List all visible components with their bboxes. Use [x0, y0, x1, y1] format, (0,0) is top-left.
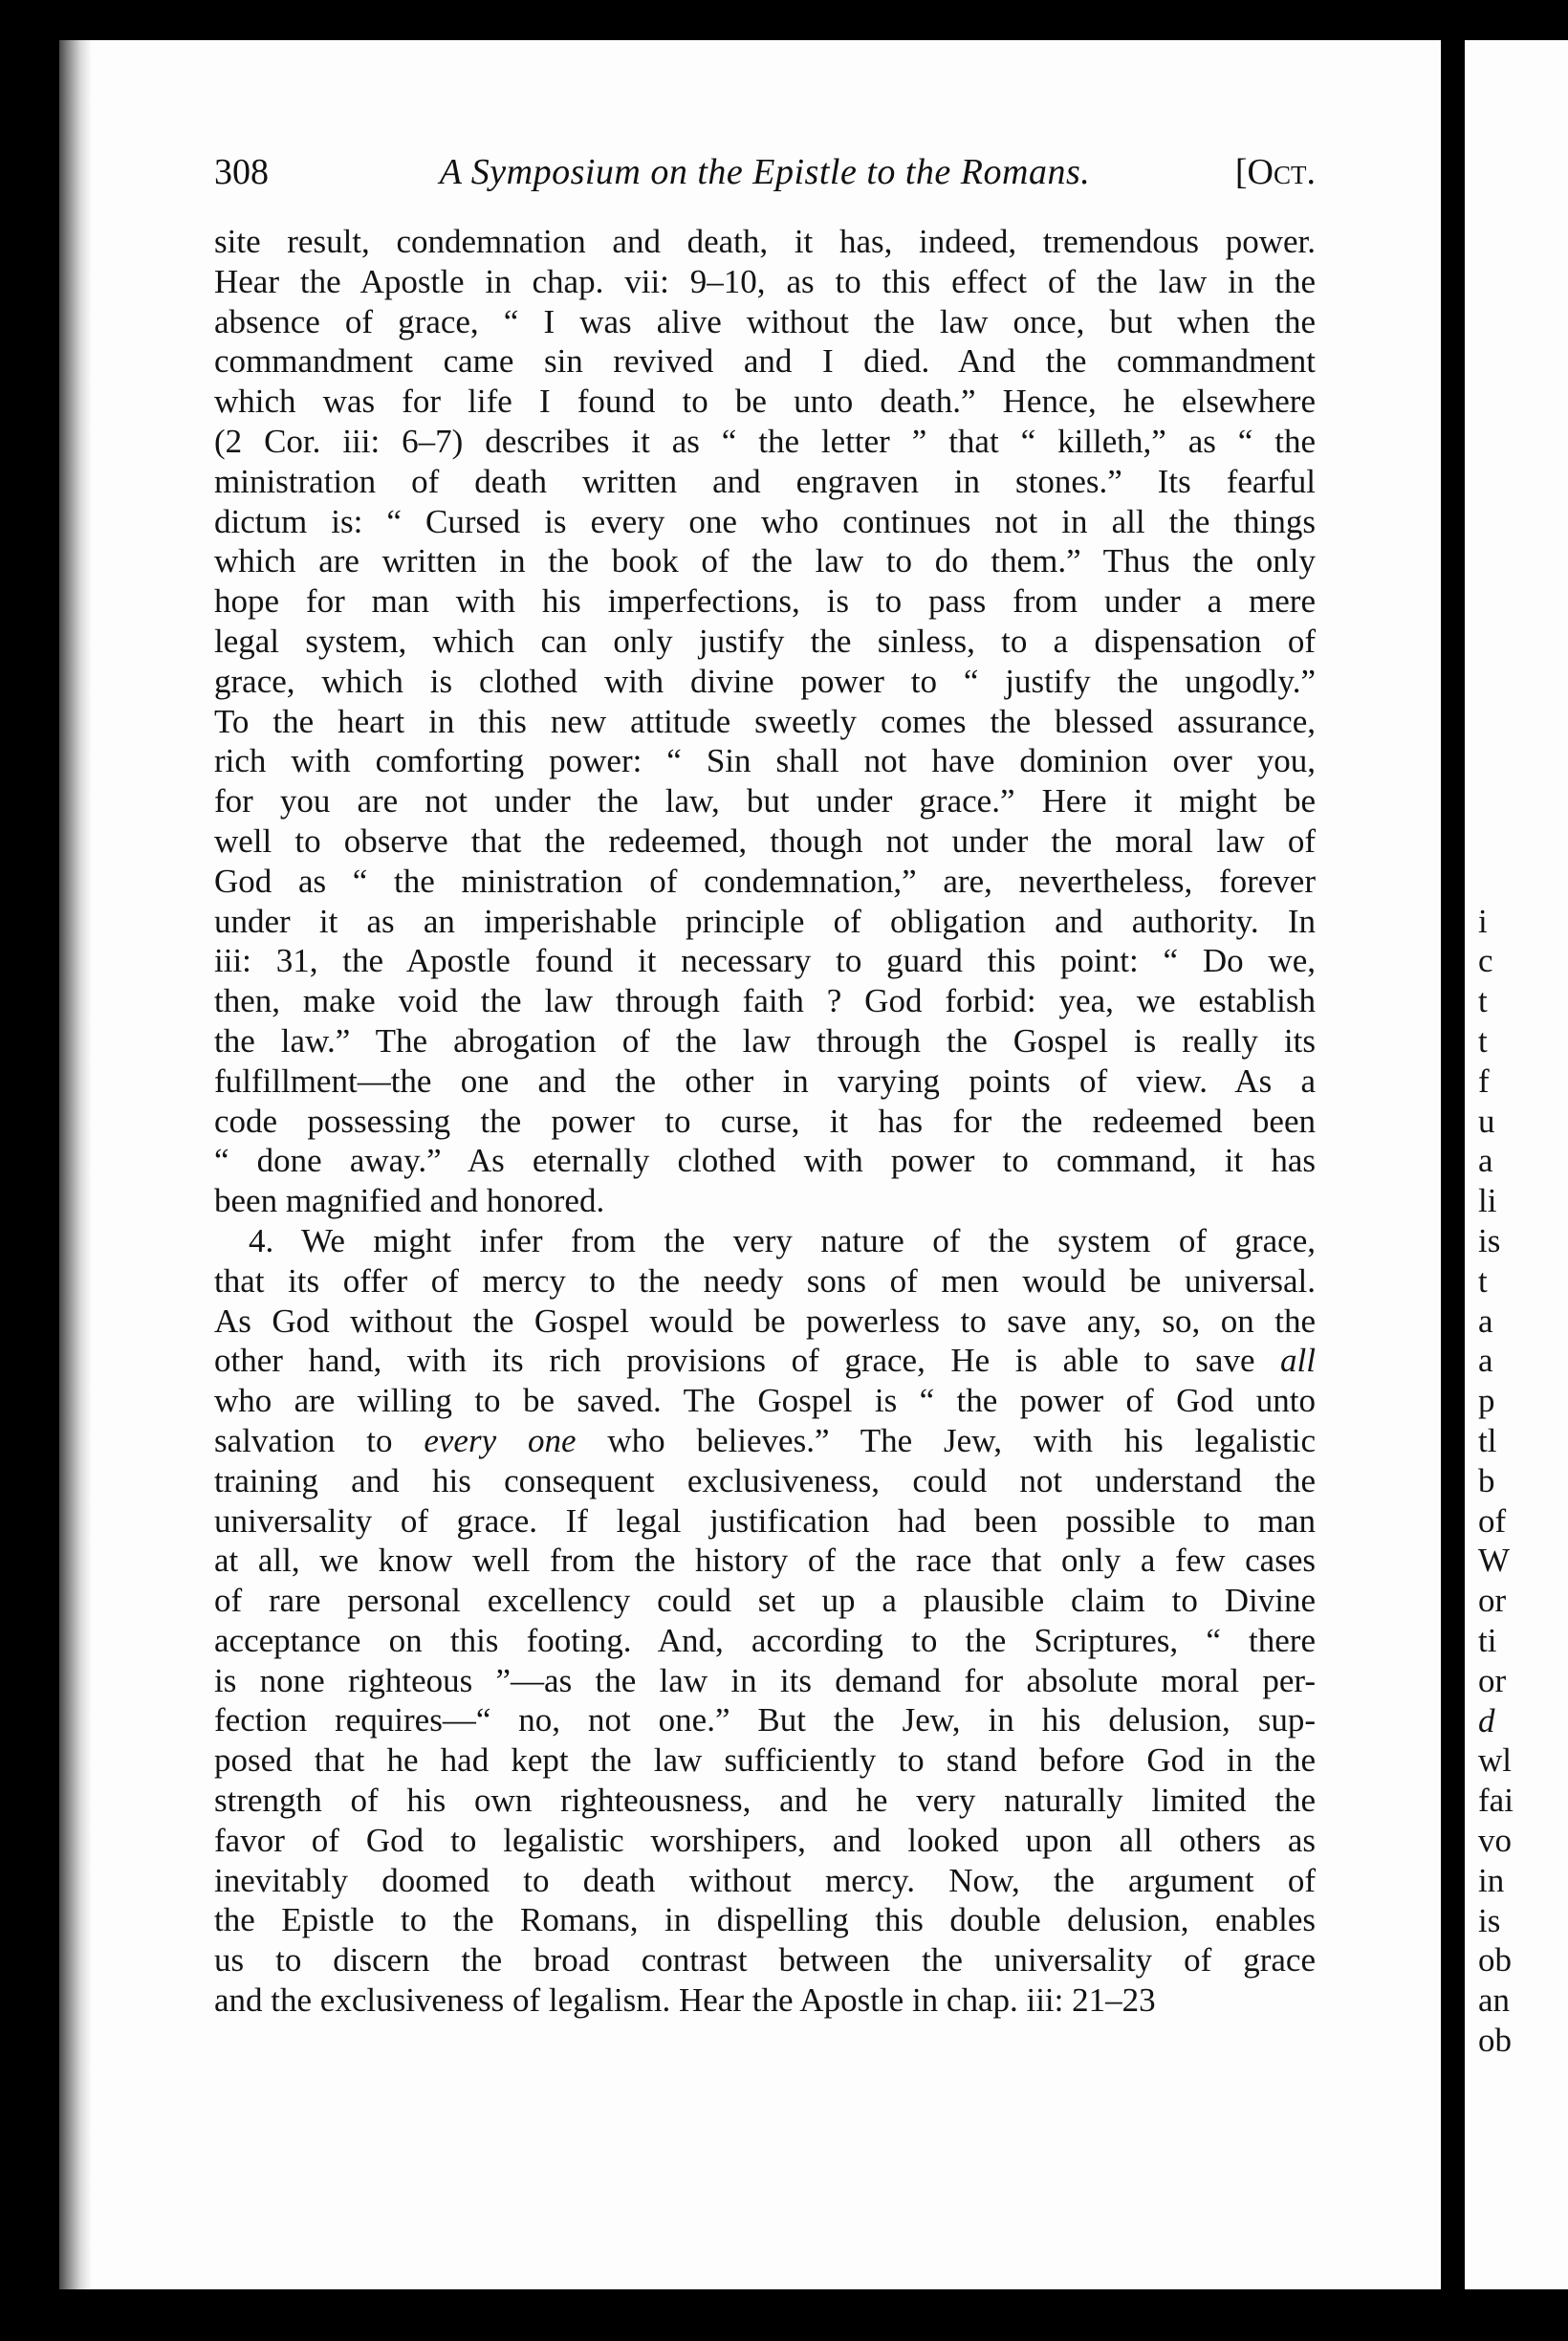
text-line: grace, which is clothed with divine power to “ justify the ungodly.” [214, 662, 1316, 700]
text-line: acceptance on this footing. And, according to the Scriptures, “ there [214, 1621, 1316, 1659]
text-line: of rare personal excellency could set up a plausible claim to Divine [214, 1582, 1316, 1620]
text-line: fection requires—“ no, not one.” But the Jew, in his delusion, sup- [214, 1701, 1316, 1739]
right-page-fragment: of [1478, 1501, 1507, 1540]
text-line: “ done away.” As eternally clothed with power to command, it has [214, 1142, 1316, 1180]
text-line: the Epistle to the Romans, in dispelling this double delusion, enables [214, 1901, 1316, 1939]
text-line: and the exclusiveness of legalism. Hear the Apostle in chap. iii: 21–23 [214, 1981, 1156, 2020]
right-page-fragment: ob [1478, 1941, 1512, 1980]
right-page-fragment: W [1478, 1542, 1511, 1580]
text-line: dictum is: “ Cursed is every one who continues not in all the things [214, 502, 1316, 540]
right-page-fragment: t [1478, 1261, 1488, 1300]
text-line: that its offer of mercy to the needy sons of men would be universal. [214, 1261, 1316, 1300]
right-page-fragment: ti [1478, 1622, 1497, 1659]
text-line: salvation to every one who believes.” The Jew, with his legalistic [214, 1421, 1316, 1459]
right-page-fragment: u [1478, 1102, 1495, 1140]
right-page-fragment: is [1478, 1901, 1501, 1939]
text-line: training and his consequent exclusiveness, could not understand the [214, 1461, 1316, 1499]
text-line: universality of grace. If legal justification had been possible to man [214, 1501, 1316, 1540]
text-line: hope for man with his imperfections, is to pass from under a mere [214, 582, 1316, 621]
right-page-fragment: tl [1478, 1422, 1497, 1459]
text-line: for you are not under the law, but under grace.” Here it might be [214, 782, 1316, 820]
right-page-fragment: i [1478, 902, 1488, 940]
page-gutter-shadow [59, 40, 92, 2289]
text-line: fulfillment—the one and the other in varying points of view. As a [214, 1061, 1316, 1100]
right-page-fragment: is [1478, 1222, 1501, 1259]
right-page-fragment: c [1478, 942, 1493, 980]
right-page-fragment: a [1478, 1342, 1493, 1380]
text-line: God as “ the ministration of condemnation,” are, nevertheless, forever [214, 862, 1316, 900]
body-text [214, 222, 1316, 2021]
text-line: strength of his own righteousness, and he very naturally limited the [214, 1782, 1316, 1820]
text-line: commandment came sin revived and I died. And the commandment [214, 342, 1316, 381]
text-line: is none righteous ”—as the law in its demand for absolute moral per- [214, 1661, 1316, 1699]
text-line: been magnified and honored. [214, 1182, 605, 1220]
text-line: other hand, with its rich provisions of grace, He is able to save all [214, 1342, 1316, 1380]
right-page-fragment: li [1478, 1182, 1497, 1220]
text-line: site result, condemnation and death, it has, indeed, tremendous power. [214, 223, 1316, 260]
text-line: the law.” The abrogation of the law through the Gospel is really its [214, 1021, 1316, 1060]
text-line: legal system, which can only justify the sinless, to a dispensation of [214, 622, 1316, 660]
text-line: iii: 31, the Apostle found it necessary to guard this point: “ Do we, [214, 942, 1316, 980]
text-line: who are willing to be saved. The Gospel is “ the power of God unto [214, 1382, 1316, 1420]
text-line: As God without the Gospel would be powerless to save any, so, on the [214, 1302, 1316, 1340]
right-page-fragment: wl [1478, 1741, 1512, 1780]
text-line: under it as an imperishable principle of obligation and authority. In [214, 902, 1316, 940]
right-page-fragment: f [1478, 1061, 1490, 1100]
right-page-fragment: t [1478, 1022, 1488, 1060]
right-page-fragment: vo [1478, 1822, 1512, 1859]
right-page-fragment: an [1478, 1981, 1511, 2020]
right-page [1465, 40, 1568, 2289]
right-page-fragment: d [1478, 1701, 1495, 1739]
text-line: (2 Cor. iii: 6–7) describes it as “ the letter ” that “ killeth,” as “ the [214, 422, 1316, 460]
text-line: favor of God to legalistic worshipers, and looked upon all others as [214, 1821, 1316, 1859]
text-line: Hear the Apostle in chap. vii: 9–10, as to this effect of the law in the [214, 262, 1316, 300]
right-page-fragment: t [1478, 982, 1488, 1020]
right-page-fragment: a [1478, 1142, 1493, 1180]
text-line: absence of grace, “ I was alive without the law once, but when the [214, 302, 1316, 340]
text-line: inevitably doomed to death without mercy. Now, the argument of [214, 1861, 1316, 1899]
right-page-fragment: p [1478, 1382, 1495, 1420]
right-page-fragment: a [1478, 1302, 1493, 1340]
text-line: ministration of death written and engraven in stones.” Its fearful [214, 462, 1316, 500]
text-line: us to discern the broad contrast between the universality of grace [214, 1941, 1316, 1980]
right-page-fragment: or [1478, 1661, 1507, 1699]
right-page-fragment: b [1478, 1461, 1495, 1499]
text-line: posed that he had kept the law sufficiently to stand before God in the [214, 1741, 1316, 1780]
right-page-fragment: or [1478, 1582, 1507, 1620]
issue-month: [Oct. [1234, 152, 1316, 192]
text-line: To the heart in this new attitude sweetly comes the blessed assurance, [214, 702, 1316, 740]
text-line: well to observe that the redeemed, though not under the moral law of [214, 821, 1316, 860]
text-line: at all, we know well from the history of the race that only a few cases [214, 1542, 1316, 1580]
right-page-fragment: in [1478, 1861, 1505, 1899]
running-header [214, 151, 1316, 208]
text-line: then, make void the law through faith ? God forbid: yea, we establish [214, 982, 1316, 1020]
right-page-fragment: ob [1478, 2022, 1512, 2059]
text-line: which are written in the book of the law to do them.” Thus the only [214, 542, 1316, 580]
right-page-fragment: fai [1478, 1782, 1514, 1820]
running-title: A Symposium on the Epistle to the Romans. [439, 152, 1091, 192]
text-line: rich with comforting power: “ Sin shall not have dominion over you, [214, 742, 1316, 780]
text-line: code possessing the power to curse, it has for the redeemed been [214, 1102, 1316, 1140]
text-line: which was for life I found to be unto death.” Hence, he elsewhere [214, 383, 1316, 421]
page-number: 308 [214, 152, 269, 192]
text-line: 4. We might infer from the very nature of the system of grace, [249, 1221, 1316, 1259]
